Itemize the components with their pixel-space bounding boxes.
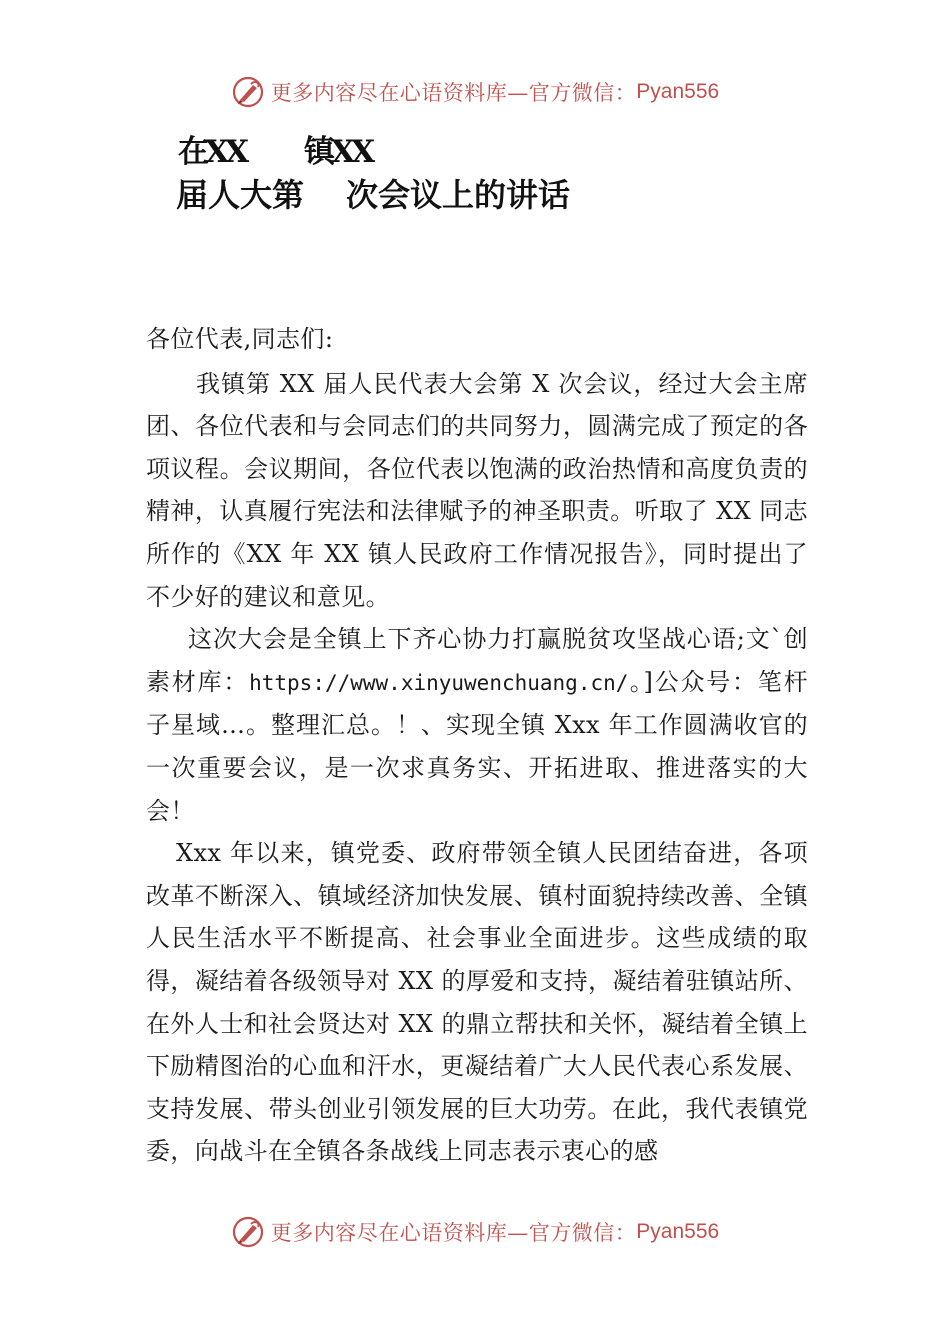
paragraph-2-url: https://www.xinyuwenchuang.cn/ — [249, 670, 629, 695]
footer-watermark — [0, 1212, 950, 1252]
watermark-site-text: 更多内容尽在心语资料库—官方微信： — [270, 1221, 637, 1245]
paragraph-1: 我镇第 XX 届人民代表大会第 X 次会议，经过大会主席团、各位代表和与会同志们的共同努力，圆满完成了预定的各项议程。会议期间，各位代表以饱满的政治热情和高度负责的精神，认真履行宪法和法律赋予的神圣职责。听取了 XX 同志所作的《XX 年 XX 镇人民政府工作情况报告》，同时提出了不少好的建议和意见。 — [146, 369, 808, 611]
pen-logo-icon — [231, 75, 265, 109]
salutation: 各位代表,同志们: — [146, 325, 334, 353]
paragraph-2-text-b: 。]公众号：笔杆子星域…。整理汇总。！、实现全镇 Xxx 年工作圆满收官的一次重要会议，是一次求真务实、开拓进取、推进落实的大会！ — [146, 667, 808, 825]
header-watermark — [0, 72, 950, 112]
paragraph-3: Xxx 年以来，镇党委、政府带领全镇人民团结奋进，各项改革不断深入、镇域经济加快发展、镇村面貌持续改善、全镇人民生活水平不断提高、社会事业全面进步。这些成绩的取得，凝结着各级领导对 XX 的厚爱和支持，凝结着驻镇站所、在外人士和社会贤达对 XX 的鼎立帮扶和关怀，凝结着全镇上下励精图治的心血和汗水，更凝结着广大人民代表心系发展、支持发展、带头创业引领发展的巨大功劳。在此，我代表镇党委，向战斗在全镇各条战线上同志表示衷心的感 — [146, 839, 808, 1166]
paragraph-2-text-a: 这次大会是全镇上下齐心协力打赢脱贫攻坚战心语;文`创素材库： — [146, 625, 808, 696]
pen-logo-icon — [231, 1215, 265, 1249]
watermark-site-text: 更多内容尽在心语资料库—官方微信： — [270, 81, 637, 105]
document-title-line2 — [176, 170, 570, 216]
document-body — [146, 318, 808, 1173]
paragraph-2 — [146, 618, 808, 832]
title-line2-part2: 次会议上的讲话 — [346, 176, 571, 214]
title-line1-part1: 在XX — [178, 134, 246, 170]
watermark-wechat-id: Pyan556 — [636, 1220, 720, 1243]
title-line2-part1: 届人大第 — [176, 176, 305, 214]
title-line1-part2: 镇XX — [304, 134, 372, 170]
watermark-wechat-id: Pyan556 — [636, 80, 720, 103]
